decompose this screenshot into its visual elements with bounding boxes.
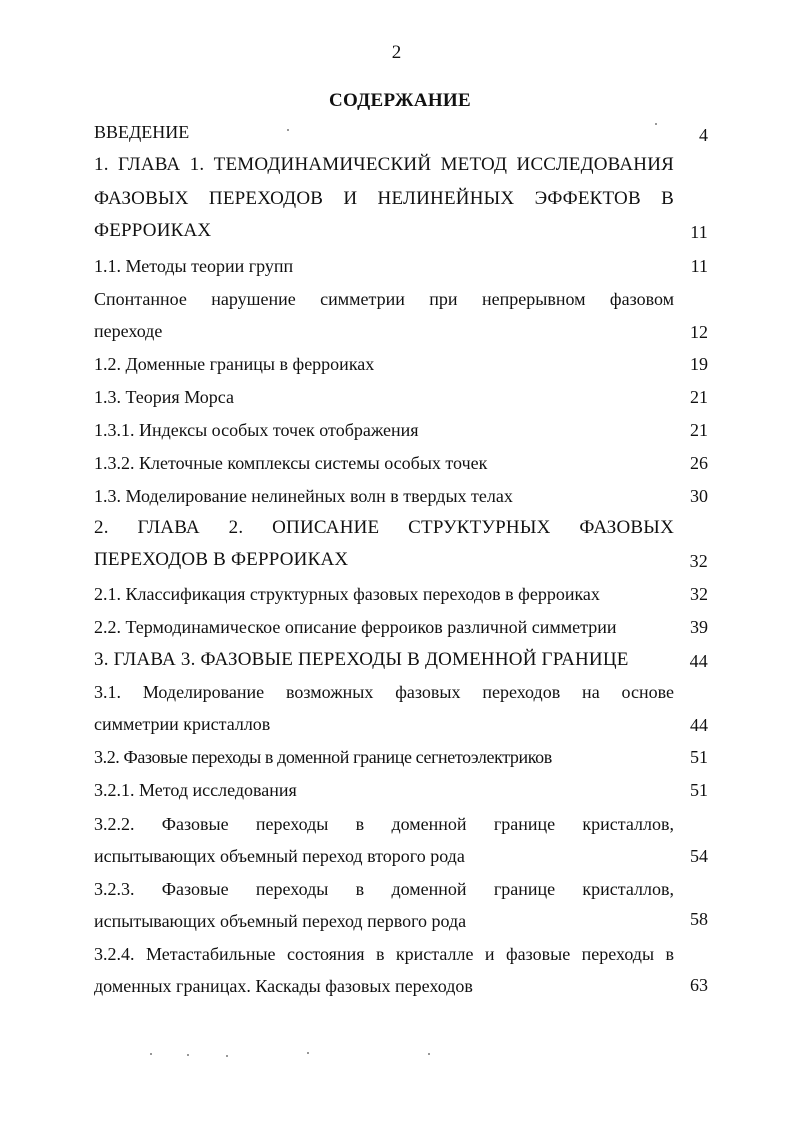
toc-entry-3-2-4[interactable] — [94, 944, 708, 1000]
toc-page-number: 51 — [690, 780, 708, 800]
toc-entry-3-2-3[interactable] — [94, 879, 708, 935]
toc-page-number: 54 — [690, 846, 708, 866]
toc-entry-text: испытывающих объемный переход второго рода — [94, 846, 465, 866]
toc-entry-1-1[interactable] — [94, 256, 708, 280]
toc-entry-text: 1. ГЛАВА 1. ТЕМОДИНАМИЧЕСКИЙ МЕТОД ИССЛЕДОВАНИЯ — [94, 154, 674, 175]
toc-entry-1-3-1[interactable] — [94, 420, 708, 444]
page-title: СОДЕРЖАНИЕ — [329, 90, 471, 111]
toc-entry-text: 3. ГЛАВА 3. ФАЗОВЫЕ ПЕРЕХОДЫ В ДОМЕННОЙ ГРАНИЦЕ — [94, 649, 629, 670]
toc-entry-chapter-3[interactable] — [94, 649, 708, 673]
toc-entry-2-1[interactable] — [94, 584, 708, 608]
toc-page-number: 26 — [690, 453, 708, 473]
toc-entry-text: доменных границах. Каскады фазовых переходов — [94, 976, 473, 996]
toc-entry-3-2-1[interactable] — [94, 780, 708, 804]
toc-entry-chapter-1[interactable] — [94, 154, 708, 246]
toc-entry-3-1[interactable] — [94, 682, 708, 738]
toc-entry-3-2-2[interactable] — [94, 814, 708, 870]
toc-page-number: 44 — [689, 651, 708, 671]
toc-entry-text: 3.2.1. Метод исследования — [94, 780, 297, 800]
toc-entry-text: 3.2.2. Фазовые переходы в доменной границе кристаллов, — [94, 814, 674, 834]
toc-entry-text: ФАЗОВЫХ ПЕРЕХОДОВ И НЕЛИНЕЙНЫХ ЭФФЕКТОВ В — [94, 188, 674, 209]
toc-page-number: 32 — [689, 551, 708, 571]
toc-page-number: 11 — [690, 256, 708, 276]
toc-entry-intro[interactable] — [94, 122, 708, 146]
scan-speck — [428, 1053, 430, 1055]
toc-entry-text: ПЕРЕХОДОВ В ФЕРРОИКАХ — [94, 549, 349, 570]
scan-speck — [187, 1054, 189, 1056]
toc-entry-text: ФЕРРОИКАХ — [94, 220, 212, 241]
toc-page-number: 19 — [690, 354, 708, 374]
toc-entry-chapter-2[interactable] — [94, 517, 708, 575]
toc-entry-text: 3.1. Моделирование возможных фазовых переходов на основе — [94, 682, 674, 702]
page-number: 2 — [391, 42, 402, 63]
toc-page-number: 21 — [690, 387, 708, 407]
toc-entry-text: 1.2. Доменные границы в ферроиках — [94, 354, 375, 374]
toc-page-number: 63 — [690, 975, 708, 995]
toc-page-number: 30 — [690, 486, 708, 506]
toc-page-number: 11 — [690, 222, 708, 242]
toc-entry-text: ВВЕДЕНИЕ — [94, 122, 190, 142]
toc-entry-text: 3.2.4. Метастабильные состояния в кристалле и фазовые переходы в — [94, 944, 674, 964]
toc-entry-text: испытывающих объемный переход первого рода — [94, 911, 467, 931]
scan-speck — [655, 123, 657, 125]
toc-page-number: 4 — [699, 125, 708, 145]
toc-entry-3-2[interactable] — [94, 747, 708, 771]
toc-entry-text: Спонтанное нарушение симметрии при непрерывном фазовом — [94, 289, 674, 309]
scan-speck — [150, 1053, 152, 1055]
toc-entry-text: 2. ГЛАВА 2. ОПИСАНИЕ СТРУКТУРНЫХ ФАЗОВЫХ — [94, 517, 674, 538]
scan-speck — [287, 129, 289, 131]
toc-entry-text: 1.3. Теория Морса — [94, 387, 234, 407]
toc-entry-1-2[interactable] — [94, 354, 708, 378]
toc-entry-text: переходе — [94, 321, 163, 341]
toc-page-number: 51 — [690, 747, 708, 767]
toc-page-number: 58 — [690, 909, 708, 929]
toc-entry-text: 3.2. Фазовые переходы в доменной границе сегнетоэлектриков — [94, 747, 552, 767]
toc-entry-text: 3.2.3. Фазовые переходы в доменной границе кристаллов, — [94, 879, 674, 899]
toc-page-number: 12 — [690, 322, 708, 342]
toc-entry-text: 2.1. Классификация структурных фазовых переходов в ферроиках — [94, 584, 600, 604]
toc-entry-text: симметрии кристаллов — [94, 714, 271, 734]
toc-entry-1-3-2[interactable] — [94, 453, 708, 477]
toc-page-number: 32 — [690, 584, 708, 604]
toc-entry-text: 2.2. Термодинамическое описание ферроиков различной симметрии — [94, 617, 617, 637]
scan-speck — [226, 1055, 228, 1057]
toc-entry-2-2[interactable] — [94, 617, 708, 641]
toc-entry-text: 1.3.2. Клеточные комплексы системы особых точек — [94, 453, 488, 473]
toc-page-number: 39 — [690, 617, 708, 637]
toc-page-number: 21 — [690, 420, 708, 440]
toc-page-number: 44 — [690, 715, 708, 735]
toc-entry-text: 1.3.1. Индексы особых точек отображения — [94, 420, 419, 440]
scan-speck — [307, 1052, 309, 1054]
toc-entry-spontaneous-symmetry-breaking[interactable] — [94, 289, 708, 345]
toc-entry-text: 1.3. Моделирование нелинейных волн в твердых телах — [94, 486, 513, 506]
toc-entry-text: 1.1. Методы теории групп — [94, 256, 294, 276]
toc-entry-1-3-nonlinear-waves[interactable] — [94, 486, 708, 510]
toc-entry-1-3[interactable] — [94, 387, 708, 411]
